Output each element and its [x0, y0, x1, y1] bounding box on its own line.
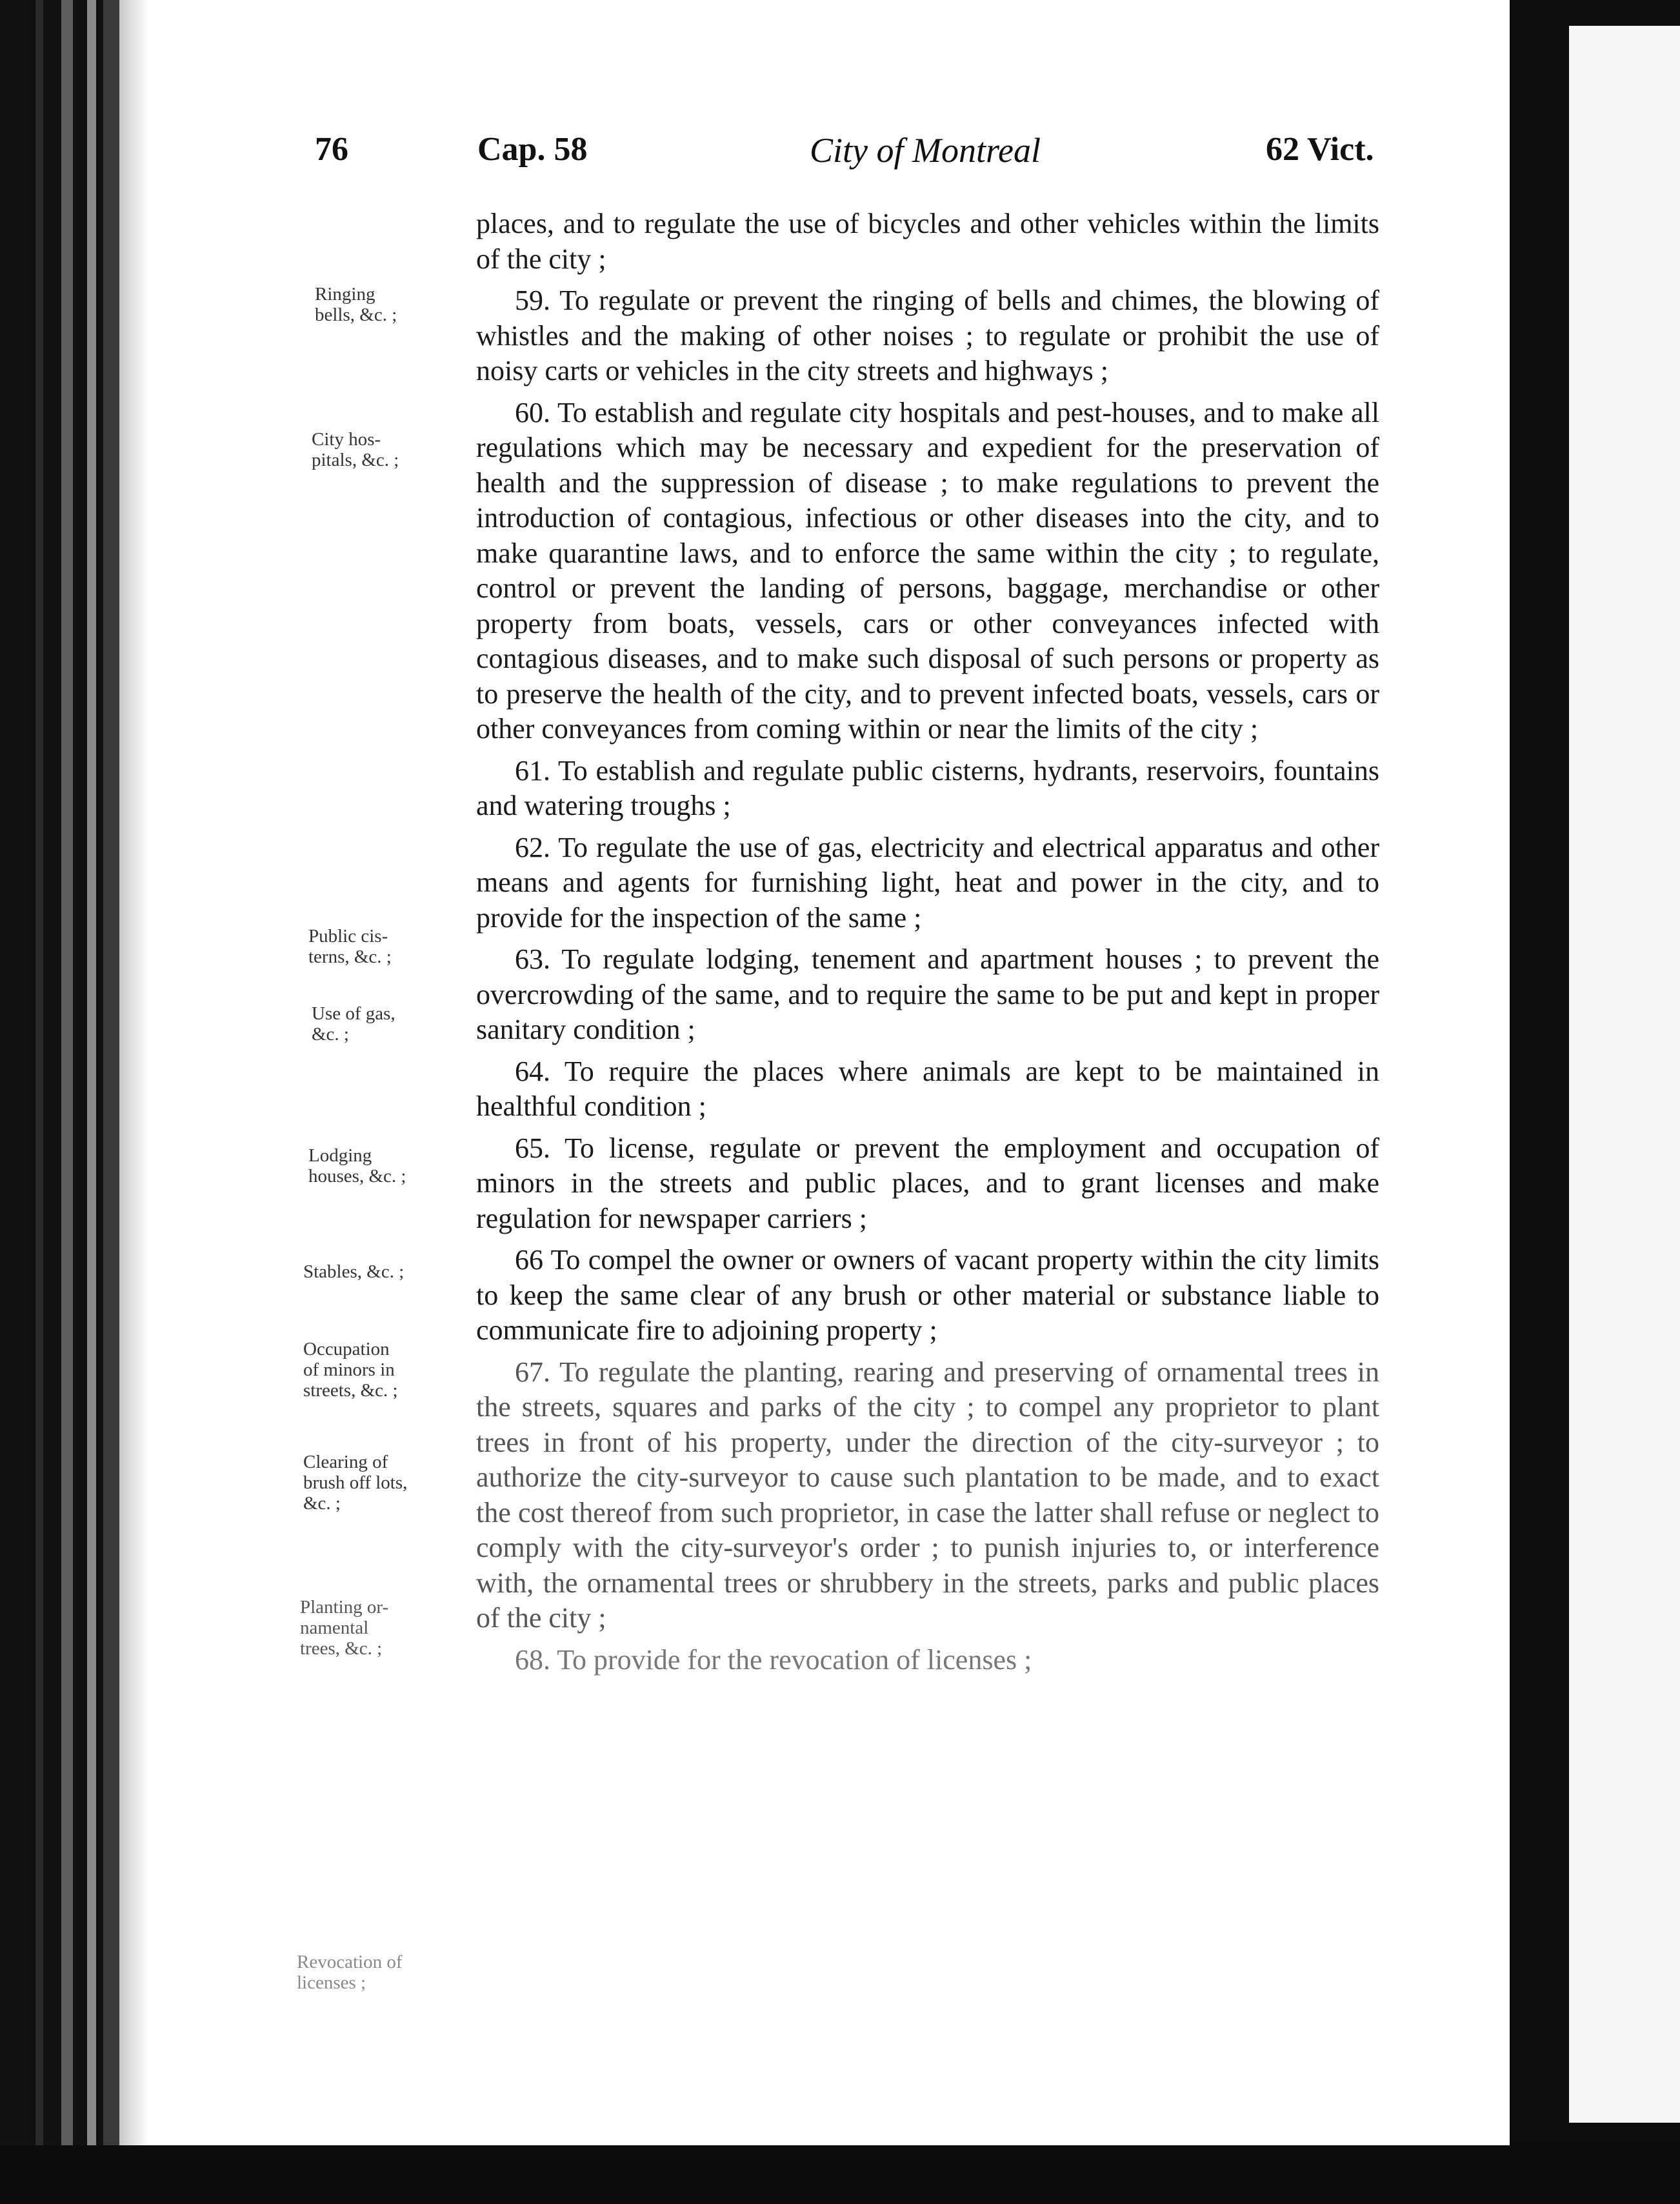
margin-note-planting-trees: Planting or- namental trees, &c. ;	[300, 1597, 389, 1659]
clause-59	[476, 283, 1379, 389]
margin-note-occupation-of-minors: Occupation of minors in streets, &c. ;	[303, 1339, 398, 1401]
clause-61	[476, 754, 1379, 824]
clause-number: 65.	[515, 1132, 550, 1164]
clause-66	[476, 1243, 1379, 1348]
clause-67	[476, 1355, 1379, 1636]
continuation-paragraph: places, and to regulate the use of bicycles and other vehicles within the limits of the city ;	[476, 208, 1379, 275]
clause-text: To license, regulate or prevent the employment and occupation of minors in the streets and public places, and to grant licenses and make regulation for newspaper carriers ;	[476, 1132, 1379, 1234]
facing-page-edge	[1569, 26, 1680, 2123]
page-number: 76	[315, 131, 348, 168]
clause-number: 62.	[515, 831, 550, 863]
clause-text: To compel the owner or owners of vacant property within the city limits to keep the same clear of any brush or other material or substance liable to communicate fire to adjoining property ;	[476, 1244, 1379, 1346]
regnal-year: 62 Vict.	[1266, 131, 1374, 168]
clause-text: To establish and regulate public cisterns, hydrants, reservoirs, fountains and watering troughs ;	[476, 754, 1379, 821]
page-binding-edge	[0, 0, 119, 2204]
clause-number: 64.	[515, 1055, 550, 1087]
margin-note-city-hospitals: City hos- pitals, &c. ;	[312, 429, 399, 470]
margin-note-stables: Stables, &c. ;	[303, 1261, 405, 1282]
clause-text: To regulate the use of gas, electricity and electrical apparatus and other means and agents for furnishing light, heat and power in the city, and to provide for the inspection of the same ;	[476, 831, 1379, 934]
clause-text: To regulate the planting, rearing and preserving of ornamental trees in the streets, squares and parks of the city ; to compel any proprietor to plant trees in front of his property, under the direction of the city-surveyor ; to authorize the city-surveyor to cause such plantation to be made, and to exact the cost thereof from such proprietor, in case the latter shall refuse or neglect to comply with the city-surveyor's order ; to punish injuries to, or interference with, the ornamental trees or shrubbery in the streets, parks and public places of the city ;	[476, 1356, 1379, 1634]
chapter-label: Cap. 58	[477, 131, 588, 168]
clause-text: To provide for the revocation of licenses ;	[557, 1643, 1032, 1676]
margin-note-ringing-bells: Ringing bells, &c. ;	[315, 284, 397, 325]
clause-text: To require the places where animals are kept to be maintained in healthful condition ;	[476, 1055, 1379, 1122]
clause-number: 63.	[515, 943, 550, 975]
clause-number: 67.	[515, 1356, 550, 1388]
clause-text: To establish and regulate city hospitals and pest-houses, and to make all regulations which may be necessary and expedient for the preservation of health and the suppression of disease ; to make regulations to prevent the introduction of contagious, infectious or other diseases into the city, and to make quarantine laws, and to enforce the same within the city ; to regulate, control or prevent the landing of persons, baggage, merchandise or other property from boats, vessels, cars or other conveyances infected with contagious diseases, and to make such disposal of such persons or property as to preserve the health of the city, and to prevent infected boats, vessels, cars or other conveyances from coming within or near the limits of the city ;	[476, 396, 1379, 745]
margin-note-revocation-licenses: Revocation of licenses ;	[297, 1952, 403, 1993]
margin-note-public-cisterns: Public cis- terns, &c. ;	[308, 926, 392, 967]
clause-number: 66	[515, 1244, 543, 1276]
margin-note-use-of-gas: Use of gas, &c. ;	[312, 1003, 395, 1045]
clause-68	[476, 1643, 1379, 1678]
scan-bottom-border	[0, 2145, 1680, 2204]
clause-number: 61.	[515, 754, 550, 786]
margin-note-lodging-houses: Lodging houses, &c. ;	[308, 1145, 406, 1187]
statute-text	[476, 206, 1379, 1678]
clause-65	[476, 1131, 1379, 1237]
running-title: City of Montreal	[810, 131, 1041, 170]
clause-64	[476, 1054, 1379, 1125]
clause-text: To regulate lodging, tenement and apartment houses ; to prevent the overcrowding of the same, and to require the same to be put and kept in proper sanitary condition ;	[476, 943, 1380, 1045]
clause-number: 59.	[515, 285, 550, 316]
clause-62	[476, 830, 1379, 936]
clause-63	[476, 942, 1379, 1048]
clause-60	[476, 396, 1379, 747]
clause-number: 60.	[515, 396, 550, 428]
page-edge-shadow	[119, 0, 148, 2145]
clause-text: To regulate or prevent the ringing of bells and chimes, the blowing of whistles and the making of other noises ; to regulate or prohibit the use of noisy carts or vehicles in the city streets and highways ;	[476, 285, 1379, 386]
margin-note-clearing-brush: Clearing of brush off lots, &c. ;	[303, 1452, 408, 1514]
clause-number: 68.	[515, 1643, 550, 1676]
